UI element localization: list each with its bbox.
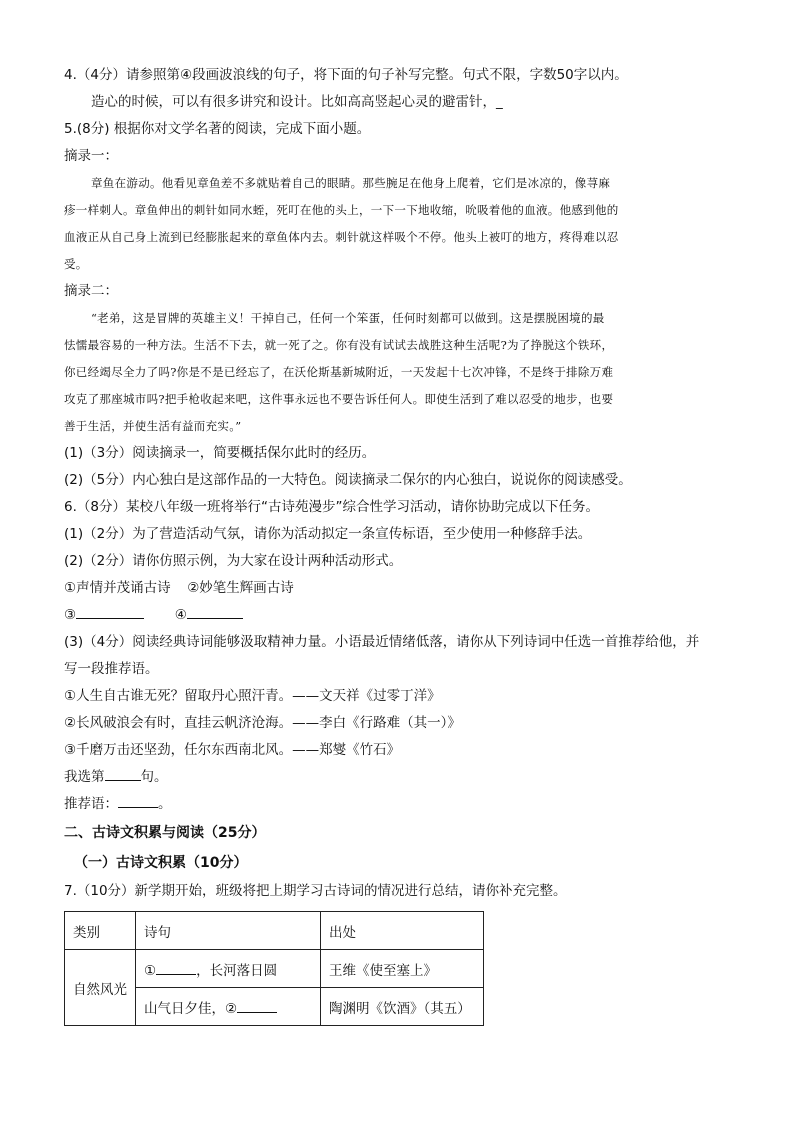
header-source: 出处 (321, 912, 484, 950)
excerpt1-line: 血液正从自己身上流到已经膨胀起来的章鱼体内去。刺针就这样吸个不停。他头上被叮的地方，疼得难以忍 (64, 230, 619, 244)
example-2: ②妙笔生辉画古诗 (187, 580, 294, 596)
choose-suffix: 句。 (140, 769, 168, 785)
q5-sub2: (2)（5分）内心独白是这部作品的一大特色。阅读摘录二保尔的内心独白，说说你的阅读感受。 (64, 472, 632, 488)
q6-examples (64, 575, 734, 602)
header-category: 类别 (65, 912, 136, 950)
excerpt2-line: 怯懦最容易的一种方法。生活不下去，就一死了之。你有没有试试去战胜这种生活呢?为了挣脱这个铁环， (64, 338, 614, 352)
choose-blank[interactable] (105, 766, 141, 781)
blank-1[interactable] (156, 960, 196, 975)
verse-cell-1 (136, 950, 321, 988)
excerpt2-line: 攻克了那座城市吗?把手枪收起来吧，这件事永远也不要告诉任何人。即使生活到了难以忍受的地步，也要 (64, 392, 614, 406)
document-page (64, 62, 734, 1026)
q6-sub3-line2: 写一段推荐语。 (64, 661, 159, 677)
excerpt1-line: 受。 (64, 257, 88, 271)
blank-4-label: ④ (174, 607, 187, 623)
blank-2-label: ② (225, 1000, 238, 1017)
choose-line (64, 764, 734, 791)
blank-1-label: ① (144, 962, 157, 979)
source-cell-2: 陶渊明《饮酒》（其五） (321, 988, 484, 1026)
q6-blanks (64, 602, 734, 629)
poem-1: ①人生自古谁无死？留取丹心照汗青。——文天祥《过零丁洋》 (64, 688, 441, 704)
q5-title: 5.(8分) 根据你对文学名著的阅读，完成下面小题。 (64, 121, 371, 137)
q7-title: 7.（10分）新学期开始，班级将把上期学习古诗词的情况进行总结，请你补充完整。 (64, 883, 567, 899)
source-cell-1: 王维《使至塞上》 (321, 950, 484, 988)
choose-prefix: 我选第 (64, 769, 105, 785)
excerpt2-line: 善于生活，并使生活有益而充实。” (64, 419, 242, 433)
blank-3-label: ③ (64, 607, 77, 623)
excerpt2-line: “老弟，这是冒牌的英雄主义！干掉自己，任何一个笨蛋，任何时刻都可以做到。这是摆脱困境的最 (91, 311, 605, 325)
section-2-sub-title: （一）古诗文积累（10分） (74, 855, 248, 871)
verse-2-text: 山气日夕佳， (144, 1000, 225, 1017)
poem-2: ②长风破浪会有时，直挂云帆济沧海。——李白《行路难（其一）》 (64, 715, 461, 731)
excerpt1-line: 疹一样刺人。章鱼伸出的刺针如同水蛭，死叮在他的头上，一下一下地收缩，吮吸着他的血液。他感到他的 (64, 203, 619, 217)
q4-title: 4.（4分）请参照第④段画波浪线的句子，将下面的句子补写完整。句式不限，字数50字以内。 (64, 67, 628, 83)
excerpt2-line: 你已经竭尽全力了吗?你是不是已经忘了，在沃伦斯基新城附近，一天发起十七次冲锋，不是终于排除万难 (64, 365, 614, 379)
excerpt1-label: 摘录一： (64, 148, 118, 164)
table-header-row (65, 912, 484, 950)
blank-3[interactable] (76, 604, 144, 619)
poem-3: ③千磨万击还坚劲，任尔东西南北风。——郑燮《竹石》 (64, 742, 401, 758)
category-cell: 自然风光 (65, 950, 136, 1026)
blank-2[interactable] (237, 998, 277, 1013)
example-1: ①声情并茂诵古诗 (64, 580, 171, 596)
recommend-line (64, 791, 734, 818)
recommend-prefix: 推荐语： (64, 796, 118, 812)
q4-prompt: 造心的时候，可以有很多讲究和设计。比如高高竖起心灵的避雷针，_ (91, 94, 503, 110)
excerpt1-line: 章鱼在游动。他看见章鱼差不多就贴着自己的眼睛。那些腕足在他身上爬着，它们是冰凉的，像荨麻 (91, 176, 611, 190)
table-row (65, 950, 484, 988)
q6-title: 6.（8分）某校八年级一班将举行“古诗苑漫步”综合性学习活动，请你协助完成以下任务。 (64, 499, 599, 515)
recommend-suffix: 。 (158, 796, 172, 812)
q6-sub2: (2)（2分）请你仿照示例，为大家在设计两种活动形式。 (64, 553, 403, 569)
q6-sub3-line1: (3)（4分）阅读经典诗词能够汲取精神力量。小语最近情绪低落，请你从下列诗词中任选一首推荐给他，并 (64, 634, 700, 650)
blank-4[interactable] (187, 604, 243, 619)
header-verse: 诗句 (136, 912, 321, 950)
section-2-title: 二、古诗文积累与阅读（25分） (64, 825, 266, 841)
excerpt2-label: 摘录二： (64, 283, 118, 299)
excerpt1 (64, 170, 734, 278)
verse-1-text: ，长河落日圆 (196, 962, 278, 979)
q6-sub1: (1)（2分）为了营造活动气氛，请你为活动拟定一条宣传标语，至少使用一种修辞手法。 (64, 526, 592, 542)
q5-sub1: (1)（3分）阅读摘录一，简要概括保尔此时的经历。 (64, 445, 376, 461)
recommend-blank[interactable] (118, 793, 158, 808)
poetry-table (64, 911, 484, 1026)
verse-cell-2 (136, 988, 321, 1026)
excerpt2 (64, 305, 734, 440)
